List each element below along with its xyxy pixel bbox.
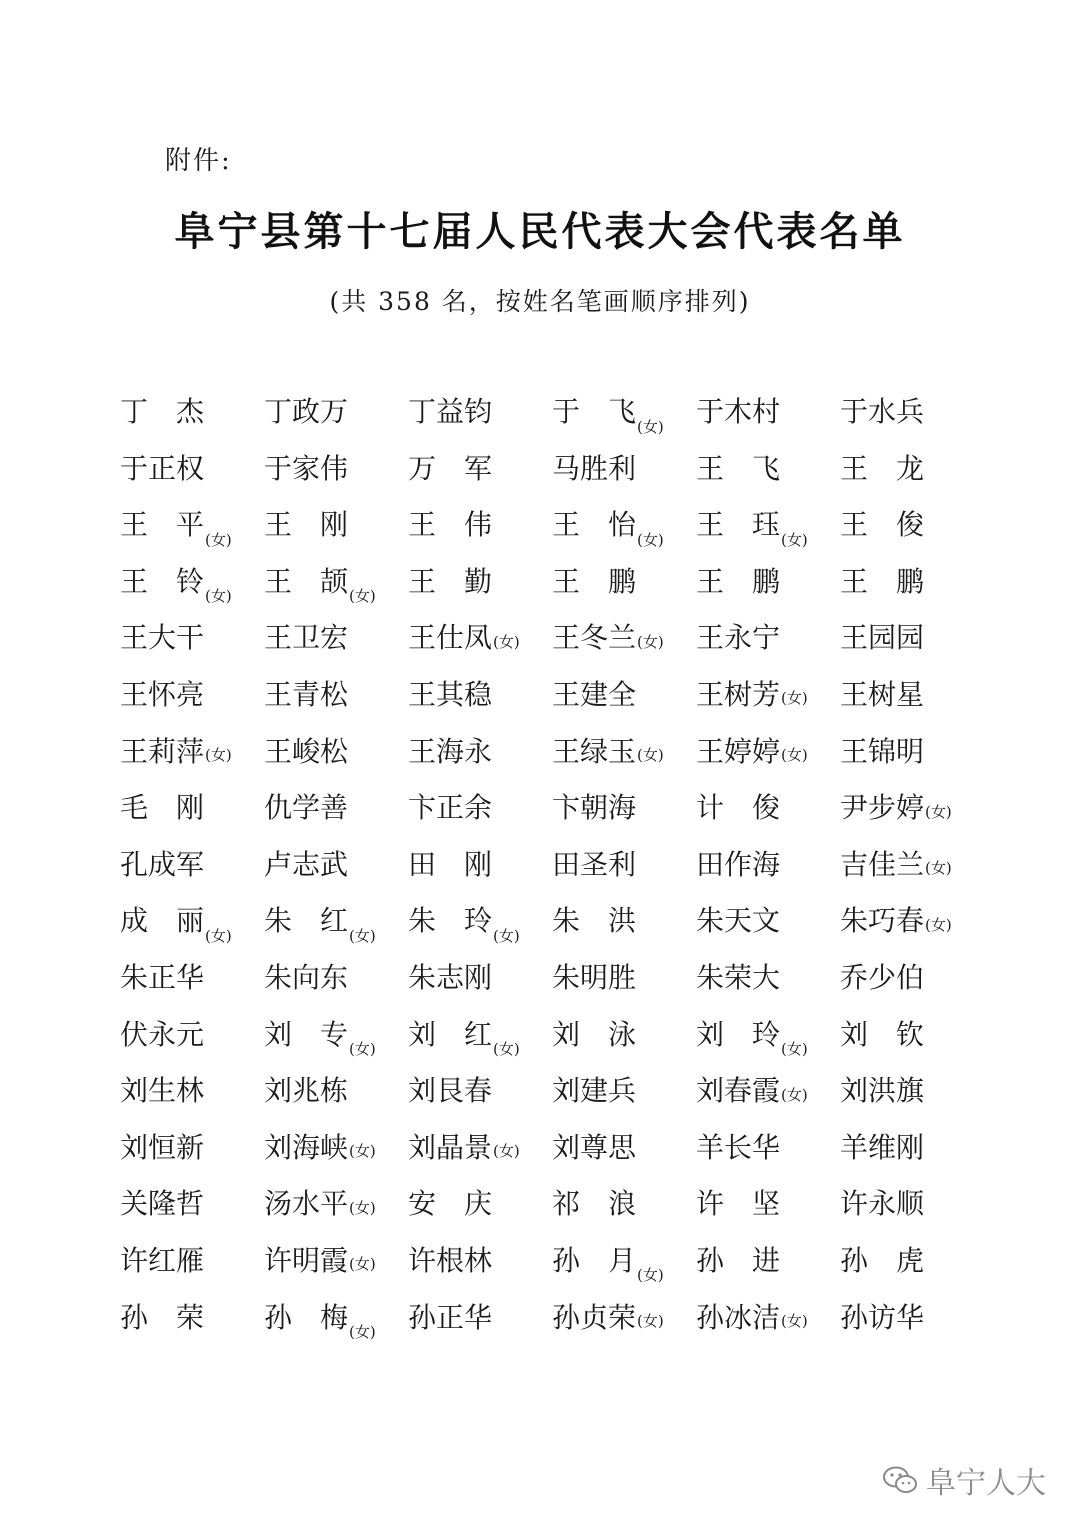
representative-name (840, 618, 985, 658)
representative-name (696, 1071, 841, 1111)
representative-name (264, 1298, 409, 1341)
representative-name (552, 845, 697, 885)
name-row (120, 392, 990, 449)
name-text: 刘海峡 (264, 1130, 349, 1164)
representative-name (120, 392, 265, 432)
representative-name (408, 562, 553, 602)
representative-name (840, 675, 985, 715)
name-text: 汤水平 (264, 1187, 349, 1221)
representative-name (552, 1015, 697, 1055)
name-text: 许红雁 (120, 1243, 205, 1277)
name-text: 田 刚 (408, 847, 493, 881)
name-text: 刘 泳 (552, 1017, 637, 1051)
name-text: 计 俊 (696, 791, 781, 825)
name-text: 王 平 (120, 508, 205, 542)
name-text: 孔成军 (120, 847, 205, 881)
representative-name (552, 392, 697, 436)
name-text: 王园园 (840, 621, 925, 655)
female-mark: (女) (925, 915, 952, 934)
name-text: 许永顺 (840, 1187, 925, 1221)
name-text: 安 庆 (408, 1187, 493, 1221)
name-text: 王树芳 (696, 677, 781, 711)
female-mark: (女) (781, 746, 808, 765)
name-text: 卞正余 (408, 791, 493, 825)
name-text: 丁政万 (264, 395, 349, 428)
female-mark: (女) (925, 802, 952, 821)
name-row (120, 1071, 990, 1128)
name-text: 王 鹏 (552, 564, 637, 598)
representative-name (408, 1071, 553, 1111)
name-text: 许明霞 (264, 1243, 349, 1277)
representative-name (408, 1015, 553, 1059)
representative-name (696, 845, 841, 885)
name-text: 卢志武 (264, 847, 349, 881)
name-text: 朱 红 (264, 904, 349, 938)
female-mark: (女) (205, 926, 232, 945)
name-row (120, 562, 990, 619)
representative-name (552, 449, 697, 489)
representative-name (552, 505, 697, 549)
name-text: 刘建兵 (552, 1074, 637, 1108)
representative-name (552, 618, 697, 658)
representative-name (120, 1241, 265, 1281)
representative-name (120, 449, 265, 489)
name-text: 朱巧春 (840, 904, 925, 938)
representative-name (840, 1184, 985, 1224)
representative-name (120, 1298, 265, 1338)
name-text: 于水兵 (840, 395, 925, 428)
representative-name (696, 1241, 841, 1281)
representative-name (408, 1184, 553, 1224)
name-text: 朱志刚 (408, 960, 493, 994)
name-text: 王仕凤 (408, 621, 493, 655)
representative-name (552, 732, 697, 772)
name-row (120, 1298, 990, 1355)
name-text: 王 铃 (120, 564, 205, 598)
name-text: 毛 刚 (120, 791, 205, 825)
representative-name (120, 732, 265, 772)
representative-name (840, 732, 985, 772)
name-text: 孙 荣 (120, 1300, 205, 1334)
female-mark: (女) (349, 1142, 376, 1161)
representative-name (120, 901, 265, 945)
name-row (120, 958, 990, 1015)
female-mark: (女) (349, 1255, 376, 1274)
representative-name (264, 675, 409, 715)
female-mark: (女) (349, 1040, 376, 1059)
name-text: 朱荣大 (696, 960, 781, 994)
name-text: 王 俊 (840, 508, 925, 542)
representative-name (120, 675, 265, 715)
representative-name (264, 845, 409, 885)
female-mark: (女) (637, 530, 664, 549)
name-text: 王青松 (264, 677, 349, 711)
name-text: 仇学善 (264, 791, 349, 825)
name-text: 王 龙 (840, 451, 925, 485)
page-subtitle: (共 358 名，按姓名笔画顺序排列) (329, 287, 751, 316)
name-text: 孙访华 (840, 1300, 925, 1334)
female-mark: (女) (781, 1085, 808, 1104)
representative-name (840, 505, 985, 545)
representative-name (264, 1241, 409, 1281)
watermark-text: 阜宁人大 (926, 1466, 1046, 1501)
name-text: 孙 梅 (264, 1300, 349, 1334)
name-text: 朱向东 (264, 960, 349, 994)
representative-name (840, 788, 985, 828)
name-text: 乔少伯 (840, 960, 925, 994)
representative-name (264, 1184, 409, 1224)
female-mark: (女) (637, 746, 664, 765)
female-mark: (女) (205, 587, 232, 606)
female-mark: (女) (205, 746, 232, 765)
name-row (120, 618, 990, 675)
female-mark: (女) (349, 926, 376, 945)
representative-name (552, 1071, 697, 1111)
name-text: 王建全 (552, 677, 637, 711)
name-row (120, 732, 990, 789)
representative-name (840, 1015, 985, 1055)
name-text: 田圣利 (552, 847, 637, 881)
representative-name (696, 958, 841, 998)
representative-name (696, 505, 841, 549)
representative-name (120, 1071, 265, 1111)
representative-name (840, 1298, 985, 1338)
female-mark: (女) (781, 530, 808, 549)
representative-name (120, 788, 265, 828)
name-text: 孙正华 (408, 1300, 493, 1334)
name-text: 许根林 (408, 1243, 493, 1277)
female-mark: (女) (349, 587, 376, 606)
representative-name (408, 732, 553, 772)
representative-name (120, 845, 265, 885)
name-text: 朱正华 (120, 960, 205, 994)
representative-name (408, 788, 553, 828)
representative-name (408, 1298, 553, 1338)
name-text: 刘兆栋 (264, 1074, 349, 1108)
name-text: 孙 虎 (840, 1243, 925, 1277)
name-text: 刘春霞 (696, 1074, 781, 1108)
name-text: 王 伟 (408, 508, 493, 542)
representative-name (408, 845, 553, 885)
representative-name (120, 562, 265, 606)
representative-name (264, 1015, 409, 1059)
name-text: 王绿玉 (552, 734, 637, 768)
name-text: 卞朝海 (552, 791, 637, 825)
name-text: 刘 红 (408, 1017, 493, 1051)
representative-name (408, 1241, 553, 1281)
representative-name (264, 788, 409, 828)
name-text: 刘洪旗 (840, 1074, 925, 1108)
female-mark: (女) (781, 689, 808, 708)
representative-name-list (120, 392, 990, 1354)
name-text: 田作海 (696, 847, 781, 881)
female-mark: (女) (781, 1040, 808, 1059)
name-text: 关隆哲 (120, 1187, 205, 1221)
name-text: 孙贞荣 (552, 1300, 637, 1334)
name-text: 羊维刚 (840, 1130, 925, 1164)
representative-name (840, 1241, 985, 1281)
representative-name (696, 618, 841, 658)
representative-name (408, 901, 553, 945)
name-text: 刘晶景 (408, 1130, 493, 1164)
representative-name (696, 562, 841, 602)
name-row (120, 901, 990, 958)
name-text: 于木村 (696, 395, 781, 428)
representative-name (840, 1071, 985, 1111)
female-mark: (女) (205, 530, 232, 549)
female-mark: (女) (637, 1312, 664, 1330)
name-row (120, 675, 990, 732)
name-text: 王永宁 (696, 621, 781, 655)
female-mark: (女) (637, 1266, 664, 1285)
female-mark: (女) (493, 1142, 520, 1161)
name-text: 王 勤 (408, 564, 493, 598)
representative-name (696, 732, 841, 772)
name-text: 祁 浪 (552, 1187, 637, 1221)
representative-name (120, 1128, 265, 1168)
representative-name (408, 449, 553, 489)
representative-name (552, 1184, 697, 1224)
name-text: 羊长华 (696, 1130, 781, 1164)
name-text: 朱 玲 (408, 904, 493, 938)
representative-name (840, 958, 985, 998)
representative-name (264, 958, 409, 998)
representative-name (264, 392, 409, 432)
female-mark: (女) (781, 1312, 808, 1330)
name-text: 孙 进 (696, 1243, 781, 1277)
representative-name (408, 675, 553, 715)
name-text: 许 坚 (696, 1187, 781, 1221)
name-row (120, 1241, 990, 1298)
name-text: 王 颉 (264, 564, 349, 598)
name-row (120, 1128, 990, 1185)
representative-name (264, 505, 409, 545)
representative-name (120, 958, 265, 998)
name-text: 王海永 (408, 734, 493, 768)
name-text: 王其稳 (408, 677, 493, 711)
name-text: 刘艮春 (408, 1074, 493, 1108)
representative-name (552, 1128, 697, 1168)
representative-name (840, 562, 985, 602)
representative-name (696, 788, 841, 828)
representative-name (264, 449, 409, 489)
representative-name (120, 505, 265, 549)
representative-name (264, 1128, 409, 1168)
name-row (120, 788, 990, 845)
representative-name (552, 901, 697, 941)
representative-name (552, 562, 697, 602)
name-text: 尹步婷 (840, 791, 925, 825)
representative-name (696, 1128, 841, 1168)
representative-name (264, 901, 409, 945)
attachment-label: 附件: (165, 146, 232, 176)
name-text: 王树星 (840, 677, 925, 711)
name-text: 丁益钧 (408, 395, 493, 428)
representative-name (840, 392, 985, 432)
name-text: 朱 洪 (552, 904, 637, 938)
female-mark: (女) (925, 859, 952, 878)
female-mark: (女) (493, 926, 520, 945)
representative-name (696, 901, 841, 941)
name-text: 丁 杰 (120, 395, 205, 428)
name-text: 刘 专 (264, 1017, 349, 1051)
representative-name (120, 1184, 265, 1224)
name-row (120, 1184, 990, 1241)
name-row (120, 449, 990, 506)
representative-name (696, 1015, 841, 1059)
representative-name (696, 1184, 841, 1224)
page-title: 阜宁县第十七届人民代表大会代表名单 (174, 208, 906, 255)
name-text: 于 飞 (552, 395, 637, 428)
name-text: 王锦明 (840, 734, 925, 768)
name-text: 王怀亮 (120, 677, 205, 711)
representative-name (264, 1071, 409, 1111)
name-text: 王婷婷 (696, 734, 781, 768)
name-text: 王 鹏 (696, 564, 781, 598)
female-mark: (女) (493, 632, 520, 651)
female-mark: (女) (493, 1040, 520, 1059)
name-text: 伏永元 (120, 1017, 205, 1051)
female-mark: (女) (349, 1323, 376, 1341)
name-row (120, 505, 990, 562)
representative-name (552, 958, 697, 998)
representative-name (696, 675, 841, 715)
name-text: 刘恒新 (120, 1130, 205, 1164)
watermark (882, 1458, 1046, 1502)
name-text: 刘 钦 (840, 1017, 925, 1051)
representative-name (264, 732, 409, 772)
name-row (120, 845, 990, 902)
name-text: 孙冰洁 (696, 1300, 781, 1334)
name-text: 朱天文 (696, 904, 781, 938)
name-text: 王 珏 (696, 508, 781, 542)
name-text: 吉佳兰 (840, 847, 925, 881)
representative-name (264, 562, 409, 606)
name-text: 孙 月 (552, 1243, 637, 1277)
representative-name (408, 958, 553, 998)
wechat-icon (882, 1465, 918, 1495)
representative-name (696, 449, 841, 489)
name-text: 成 丽 (120, 904, 205, 938)
representative-name (408, 1128, 553, 1168)
name-text: 王 飞 (696, 451, 781, 485)
representative-name (408, 618, 553, 658)
name-text: 马胜利 (552, 451, 637, 485)
name-text: 王冬兰 (552, 621, 637, 655)
representative-name (552, 1241, 697, 1285)
name-text: 万 军 (408, 451, 493, 485)
representative-name (120, 618, 265, 658)
name-text: 王 怡 (552, 508, 637, 542)
representative-name (840, 1128, 985, 1168)
name-text: 刘生林 (120, 1074, 205, 1108)
name-text: 王 刚 (264, 508, 349, 542)
name-text: 朱明胜 (552, 960, 637, 994)
name-text: 王卫宏 (264, 621, 349, 655)
representative-name (696, 1298, 841, 1338)
female-mark: (女) (349, 1198, 376, 1217)
name-text: 王 鹏 (840, 564, 925, 598)
name-text: 王峻松 (264, 734, 349, 768)
representative-name (120, 1015, 265, 1055)
representative-name (840, 449, 985, 489)
name-text: 于家伟 (264, 451, 349, 485)
name-text: 于正权 (120, 451, 205, 485)
name-text: 刘尊思 (552, 1130, 637, 1164)
name-text: 王大干 (120, 621, 205, 655)
representative-name (264, 618, 409, 658)
representative-name (840, 845, 985, 885)
representative-name (840, 901, 985, 941)
name-text: 刘 玲 (696, 1017, 781, 1051)
representative-name (552, 675, 697, 715)
representative-name (408, 392, 553, 432)
representative-name (552, 1298, 697, 1338)
female-mark: (女) (637, 417, 664, 436)
representative-name (408, 505, 553, 545)
representative-name (696, 392, 841, 432)
female-mark: (女) (637, 632, 664, 651)
name-row (120, 1015, 990, 1072)
name-text: 王莉萍 (120, 734, 205, 768)
representative-name (552, 788, 697, 828)
